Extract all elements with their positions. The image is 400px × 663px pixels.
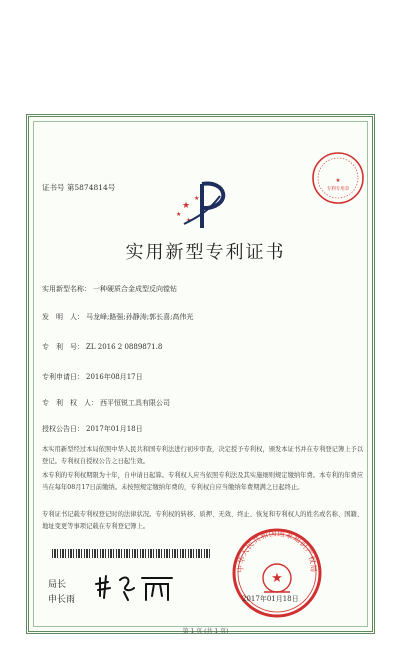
field-utility-model-name bbox=[42, 284, 177, 294]
certificate-frame bbox=[26, 114, 375, 634]
certificate-number: 证书号 第5874814号 bbox=[42, 183, 116, 192]
svg-text:★: ★ bbox=[182, 201, 191, 211]
field-value: 西平恒锐工具有限公司 bbox=[100, 399, 170, 407]
field-inventors bbox=[42, 312, 193, 322]
field-application-date bbox=[42, 372, 143, 382]
field-value: 2016年08月17日 bbox=[86, 373, 143, 381]
field-label: 发 明 人： bbox=[42, 313, 84, 321]
svg-text:★: ★ bbox=[186, 217, 192, 224]
svg-text:★: ★ bbox=[176, 211, 182, 218]
field-value: 2017年01月18日 bbox=[86, 425, 143, 433]
field-label: 专 利 号： bbox=[42, 343, 84, 351]
corner-stamp bbox=[310, 150, 366, 206]
svg-text:专利专用章: 专利专用章 bbox=[326, 187, 350, 192]
field-value: 马龙峰;路强;孙静涛;郭长喜;高伟光 bbox=[86, 313, 194, 321]
seal-date: 2017年01月18日 bbox=[242, 595, 299, 603]
field-value: 一种硬质合金成型反向镗钻 bbox=[93, 285, 177, 293]
director-title: 局长 bbox=[48, 580, 67, 590]
patent-office-logo bbox=[174, 178, 236, 232]
official-seal bbox=[230, 526, 324, 620]
director-signature bbox=[94, 570, 176, 604]
field-label: 专利申请日： bbox=[42, 373, 84, 381]
field-label: 授权公告日： bbox=[42, 425, 84, 433]
field-patent-number bbox=[42, 342, 162, 352]
page-indicator: 第 1 页 (共 1 页) bbox=[182, 628, 229, 635]
field-grant-date bbox=[42, 424, 143, 434]
field-label: 专 利 权 人： bbox=[42, 399, 98, 407]
certificate-paragraph-2: 本专利的专利权期限为十年，自申请日起算。专利权人应当依照专利法及其实施细则规定缴纳年费。本专利的年费应当在每年08月17日前缴纳。未按照规定缴纳年费的，专利权自应当缴纳年费期满之日起终止。 bbox=[42, 472, 364, 491]
field-patentee bbox=[42, 398, 170, 408]
certificate-paragraph-3: 专利证书记载专利权登记时的法律状况。专利权的转移、质押、无效、终止、恢复和专利权人的姓名或名称、国籍、地址变更等事项记载在专利登记簿上。 bbox=[42, 511, 364, 530]
svg-text:★: ★ bbox=[194, 195, 200, 202]
svg-text:★: ★ bbox=[335, 178, 341, 184]
svg-text:★: ★ bbox=[271, 571, 283, 586]
director-name: 申长雨 bbox=[48, 595, 76, 605]
field-label: 实用新型名称： bbox=[42, 285, 91, 293]
certificate-inner-border bbox=[33, 121, 368, 635]
certificate-title: 实用新型专利证书 bbox=[125, 242, 286, 263]
barcode bbox=[52, 549, 212, 558]
svg-text:中华人民共和国国家知识产权局: 中华人民共和国国家知识产权局 bbox=[235, 528, 319, 573]
field-value: ZL 2016 2 0889871.8 bbox=[86, 343, 163, 351]
certificate-paragraph-1: 本实用新型经过本局依照中华人民共和国专利法进行初步审查，决定授予专利权，颁发本证书并在专利登记簿上予以登记。专利权自授权公告之日起生效。 bbox=[42, 446, 364, 465]
